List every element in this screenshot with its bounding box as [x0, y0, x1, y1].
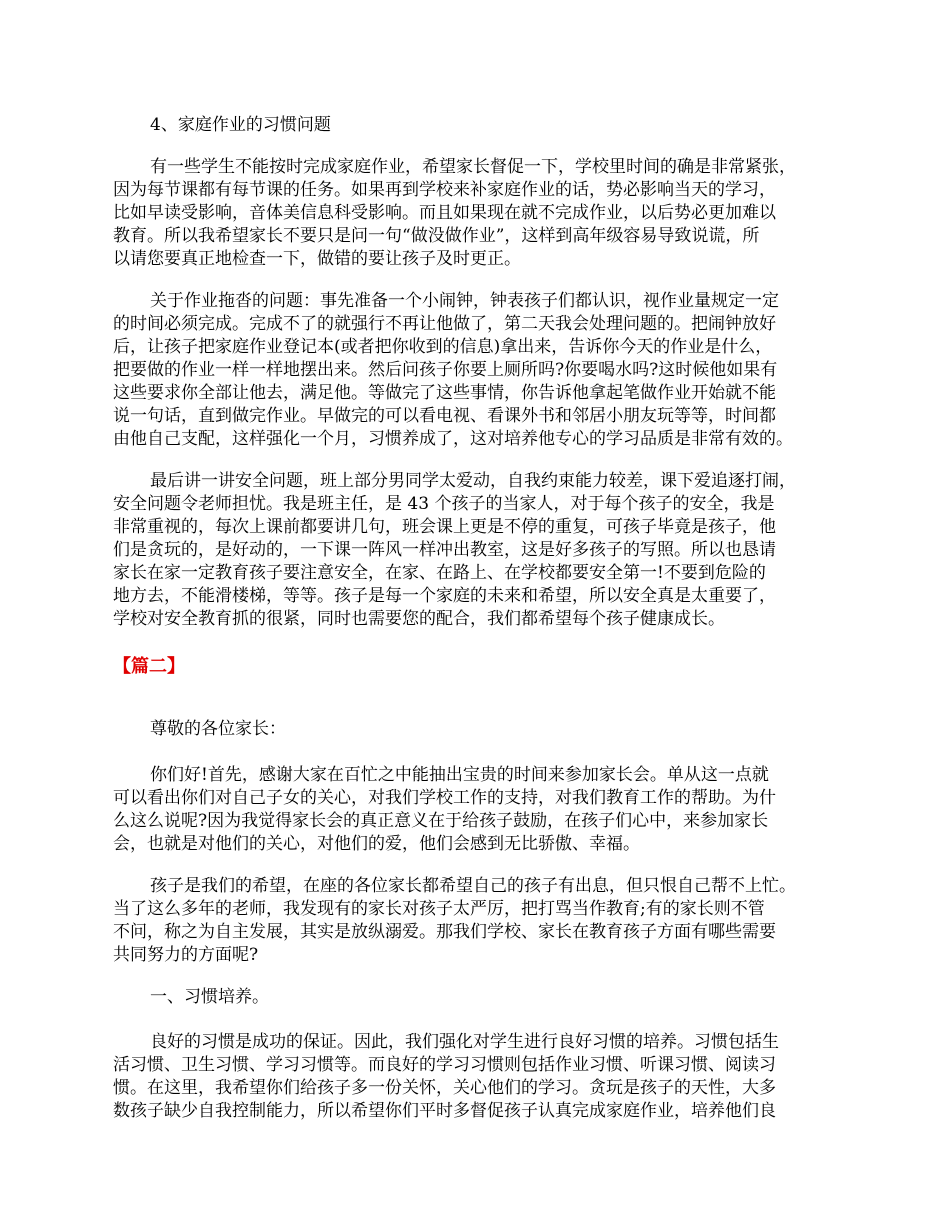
- paragraph-line: 后，让孩子把家庭作业登记本(或者把你收到的信息)拿出来，告诉你今天的作业是什么，: [113, 337, 773, 357]
- section-heading: 【篇二】: [113, 656, 185, 677]
- paragraph-line: 把要做的作业一样一样地摆出来。然后问孩子你要上厕所吗?你要喝水吗?这时候他如果有: [113, 360, 778, 380]
- salutation: 尊敬的各位家长：: [150, 719, 286, 739]
- paragraph-line: 关于作业拖沓的问题：事先准备一个小闹钟，钟表孩子们都认识，视作业量规定一定: [150, 291, 779, 311]
- paragraph-line: 良好的习惯是成功的保证。因此，我们强化对学生进行良好习惯的培养。习惯包括生: [150, 1032, 779, 1052]
- paragraph-line: 的时间必须完成。完成不了的就强行不再让他做了，第二天我会处理问题的。把闹钟放好: [113, 314, 776, 334]
- paragraph-line: 学校对安全教育抓的很紧，同时也需要您的配合，我们都希望每个孩子健康成长。: [113, 609, 725, 629]
- subheading: 一、习惯培养。: [150, 987, 269, 1007]
- paragraph-line: 可以看出你们对自己子女的关心，对我们学校工作的支持，对我们教育工作的帮助。为什: [113, 788, 776, 808]
- paragraph-line: 比如早读受影响，音体美信息科受影响。而且如果现在就不完成作业，以后势必更加难以: [113, 203, 776, 223]
- paragraph-line: 安全问题令老师担忧。我是班主任，是 43 个孩子的当家人，对于每个孩子的安全，我是: [113, 494, 775, 514]
- paragraph-line: 由他自己支配，这样强化一个月，习惯养成了，这对培养他专心的学习品质是非常有效的。: [113, 429, 793, 449]
- paragraph-line: 孩子是我们的希望，在座的各位家长都希望自己的孩子有出息，但只恨自己帮不上忙。: [150, 876, 796, 896]
- paragraph-line: 有一些学生不能按时完成家庭作业，希望家长督促一下，学校里时间的确是非常紧张，: [150, 157, 796, 177]
- paragraph-line: 教育。所以我希望家长不要只是问一句“做没做作业”，这样到高年级容易导致说谎，所: [113, 226, 760, 246]
- paragraph-line: 最后讲一讲安全问题，班上部分男同学太爱动，自我约束能力较差，课下爱追逐打闹，: [150, 471, 796, 491]
- paragraph-line: 以请您要真正地检查一下，做错的要让孩子及时更正。: [113, 249, 521, 269]
- paragraph-line: 当了这么多年的老师，我发现有的家长对孩子太严厉，把打骂当作教育;有的家长则不管: [113, 899, 765, 919]
- paragraph-line: 说一句话，直到做完作业。早做完的可以看电视、看课外书和邻居小朋友玩等等，时间都: [113, 406, 776, 426]
- paragraph-line: 么这么说呢?因为我觉得家长会的真正意义在于给孩子鼓励，在孩子们心中，来参加家长: [113, 811, 769, 831]
- paragraph-line: 共同努力的方面呢?: [113, 945, 259, 965]
- paragraph-line: 们是贪玩的，是好动的，一下课一阵风一样冲出教室，这是好多孩子的写照。所以也恳请: [113, 540, 776, 560]
- paragraph-line: 数孩子缺少自我控制能力，所以希望你们平时多督促孩子认真完成家庭作业，培养他们良: [113, 1101, 776, 1121]
- paragraph-line: 因为每节课都有每节课的任务。如果再到学校来补家庭作业的话，势必影响当天的学习，: [113, 180, 776, 200]
- paragraph-line: 这些要求你全部让他去，满足他。等做完了这些事情，你告诉他拿起笔做作业开始就不能: [113, 383, 776, 403]
- paragraph-line: 会，也就是对他们的关心，对他们的爱，他们会感到无比骄傲、幸福。: [113, 834, 640, 854]
- paragraph-line: 非常重视的，每次上课前都要讲几句，班会课上更是不停的重复，可孩子毕竟是孩子，他: [113, 517, 776, 537]
- paragraph-line: 惯。在这里，我希望你们给孩子多一份关怀，关心他们的学习。贪玩是孩子的天性，大多: [113, 1078, 776, 1098]
- paragraph-line: 你们好!首先，感谢大家在百忙之中能抽出宝贵的时间来参加家长会。单从这一点就: [150, 765, 769, 785]
- paragraph-line: 活习惯、卫生习惯、学习习惯等。而良好的学习习惯则包括作业习惯、听课习惯、阅读习: [113, 1055, 776, 1075]
- paragraph-line: 地方去，不能滑楼梯，等等。孩子是每一个家庭的未来和希望，所以安全真是太重要了，: [113, 586, 776, 606]
- paragraph-line: 不问，称之为自主发展，其实是放纵溺爱。那我们学校、家长在教育孩子方面有哪些需要: [113, 922, 776, 942]
- section-title: 4、家庭作业的习惯问题: [150, 115, 331, 135]
- paragraph-line: 家长在家一定教育孩子要注意安全，在家、在路上、在学校都要安全第一!不要到危险的: [113, 563, 766, 583]
